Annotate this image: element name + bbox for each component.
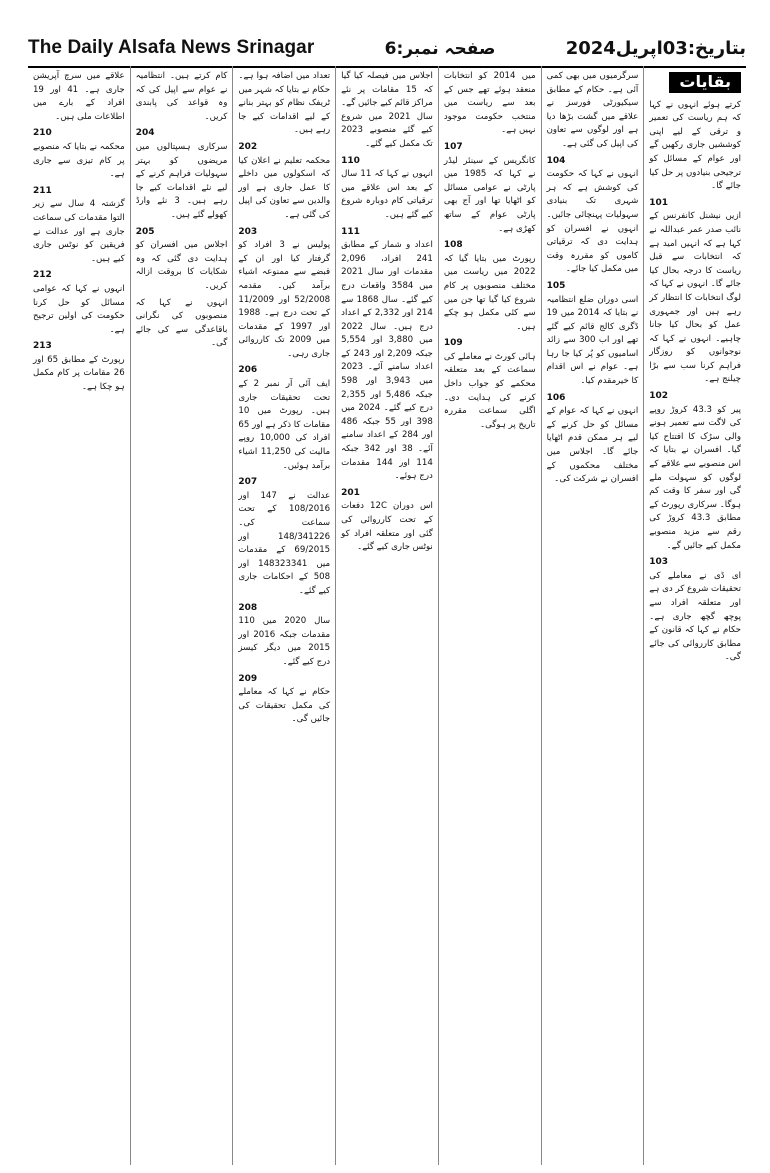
continuation-ref: 211 — [32, 185, 52, 196]
article-text: اجلاس میں افسران کو ہدایت دی گئی کہ وہ شکایات کا بروقت ازالہ کریں۔ — [135, 240, 228, 291]
continuation-ref: 106 — [546, 392, 566, 403]
continuation-ref: 201 — [341, 487, 360, 498]
continuation-ref: 212 — [32, 270, 52, 281]
section-label: بقایات — [669, 72, 741, 93]
article-column — [541, 66, 644, 1165]
article-text: اس دوران 12C دفعات کے تحت کارروائی کی گئی اور متعلقہ افراد کو نوٹس جاری کیے گئے۔ — [341, 501, 433, 553]
dateline: بتاریخ:03اپریل2024 — [565, 37, 746, 59]
continuation-ref: 209 — [238, 673, 258, 684]
article-text: رپورٹ میں بتایا گیا کہ 2022 میں ریاست میں مختلف منصوبوں پر کام شروع کیا گیا تھا جن میں سے کئی مکمل ہو چکے ہیں۔ — [443, 253, 536, 332]
article-text: تعداد میں اضافہ ہوا ہے۔ حکام نے بتایا کہ شہر میں ٹریفک نظام کو بہتر بنانے کے لیے اقدامات کیے جا رہے ہیں۔ — [238, 71, 331, 136]
continuation-ref: 111 — [341, 226, 360, 237]
article-column — [130, 66, 233, 1165]
continuation-ref: 205 — [135, 226, 155, 237]
continuation-ref: 202 — [238, 141, 258, 152]
article-text: سال 2020 میں 110 مقدمات جبکہ 2016 اور 2015 میں دیگر کیسز درج کیے گئے۔ — [238, 616, 331, 667]
article-text: گزشتہ 4 سال سے زیر التوا مقدمات کی سماعت جاری ہے اور عدالت نے فریقین کو نوٹس جاری کیے ہیں۔ — [32, 199, 125, 264]
continuation-ref: 203 — [238, 226, 258, 237]
continuation-ref: 102 — [649, 391, 669, 402]
article-text: کام کرتے ہیں۔ انتظامیہ نے عوام سے اپیل کی کہ وہ قواعد کی پابندی کریں۔ — [135, 71, 228, 122]
article-text: میں 2014 کو انتخابات منعقد ہوئے تھے جس کے بعد سے ریاست میں منتخب حکومت موجود نہیں ہے۔ — [443, 71, 536, 136]
article-text: پیر کو 43.3 کروڑ روپے کی لاگت سے تعمیر ہونے والی سڑک کا افتتاح کیا گیا۔ افسران نے بتایا کہ اس منصوبے سے علاقے کے لوگوں کو سہولت ملے گی اور سفر کا وقت کم ہوگا۔ سرکاری رپورٹ کے مطابق 43.3 کروڑ کی رقم سے مزید منصوبے مکمل کیے جائیں گے۔ — [649, 404, 742, 551]
article-text: علاقے میں سرچ آپریشن جاری ہے۔ 41 اور 19 افراد کے بارے میں اطلاعات ملی ہیں۔ — [32, 71, 125, 122]
article-text: انہوں نے کہا کہ منصوبوں کی نگرانی باقاعدگی سے کی جائے گی۔ — [135, 297, 228, 349]
continuation-ref: 206 — [238, 365, 258, 376]
article-text: حکام نے کہا کہ معاملے کی مکمل تحقیقات کی جائیں گی۔ — [238, 687, 331, 725]
continuation-ref: 103 — [649, 557, 669, 568]
article-text: انہوں نے کہا کہ عوامی مسائل کو حل کرنا حکومت کی اولین ترجیح ہے۔ — [32, 283, 125, 335]
article-text: اجلاس میں فیصلہ کیا گیا کہ 15 مقامات پر نئے مراکز قائم کیے جائیں گے۔ سال 2021 میں شروع کیے گئے منصوبے 2023 تک مکمل کیے گئے۔ — [341, 71, 433, 149]
article-column — [438, 66, 541, 1165]
article-text: سرکاری ہسپتالوں میں مریضوں کو بہتر سہولیات فراہم کرنے کے لیے نئے اقدامات کیے جا رہے ہیں۔ 3 نئے وارڈ کھولے گئے ہیں۔ — [135, 141, 228, 220]
article-text: اعداد و شمار کے مطابق 241 افراد، 2,096 مقدمات اور سال 2021 میں 3584 واقعات درج کیے گئے۔ سال 1868 سے 214 اور 2,332 کے اعداد درج ہیں۔ سال 2022 میں 3,880 اور 5,554 جبکہ 2,209 اور 243 کے اعداد سامنے آئے۔ 2023 میں 3,943 اور 598 جبکہ 5,486 اور 2,355 درج کیے گئے۔ 2024 میں 398 اور 55 جبکہ 486 اور 284 کے اعداد سامنے آئے۔ 38 اور 342 جبکہ 114 اور 144 مقدمات درج ہوئے۔ — [341, 240, 433, 482]
article-text: پولیس نے 3 افراد کو گرفتار کیا اور ان کے قبضے سے ممنوعہ اشیاء برآمد کیں۔ مقدمہ 52/2008 اور 11/2009 کے تحت درج ہے۔ 1988 اور 1997 کے مقدمات میں 2009 تک کارروائی جاری رہی۔ — [238, 240, 331, 359]
article-text: ایف آئی آر نمبر 2 کے تحت تحقیقات جاری ہیں۔ رپورٹ میں 10 مقامات کا ذکر ہے اور 65 افراد کی 10,000 روپے مالیت کی 11,250 اشیاء برآمد ہوئیں۔ — [238, 379, 331, 471]
article-text: ازیں نیشنل کانفرنس کے نائب صدر عمر عبداللہ نے کہا ہے کہ انہیں امید ہے کہ انتخابات سے قبل ریاست کا درجہ بحال کیا جائے گا۔ انہوں نے کہا کہ لوگ انتخابات کا انتظار کر رہے ہیں اور جمہوری عمل کو بحال کیا جانا چاہیے۔ انہوں نے کہا کہ نوجوانوں کو روزگار فراہم کرنا سب سے بڑا چیلنج ہے۔ — [649, 211, 741, 385]
continuation-ref: 110 — [341, 155, 360, 166]
continuation-ref: 208 — [238, 602, 258, 613]
page-number: صفحہ نمبر:6 — [384, 38, 496, 59]
article-text: محکمہ نے بتایا کہ منصوبے پر کام تیزی سے جاری ہے۔ — [32, 141, 125, 180]
article-text: کرتے ہوئے انہوں نے کہا کہ ہم ریاست کی تعمیر و ترقی کے لیے اپنی کوششیں جاری رکھیں گے اور عوام کے مسائل کو ترجیحی بنیادوں پر حل کیا جائے گا۔ — [649, 99, 741, 192]
continuation-ref: 107 — [443, 141, 463, 152]
article-text: انہوں نے کہا کہ عوام کے مسائل کو حل کرنے کے لیے ہر ممکن قدم اٹھایا جائے گا۔ اجلاس میں مختلف محکموں کے افسران نے شرکت کی۔ — [546, 406, 639, 485]
article-column — [232, 66, 335, 1165]
article-text: ای ڈی نے معاملے کی تحقیقات شروع کر دی ہے اور متعلقہ افراد سے پوچھ گچھ جاری ہے۔ حکام نے کہا کہ قانون کے مطابق کارروائی کی جائے گی۔ — [649, 570, 741, 663]
article-text: انہوں نے کہا کہ 11 سال کے بعد اس علاقے میں ترقیاتی کام دوبارہ شروع کیے گئے ہیں۔ — [341, 169, 433, 220]
continuation-ref: 101 — [649, 197, 669, 208]
continuation-ref: 105 — [546, 280, 566, 291]
continuation-ref: 204 — [135, 128, 155, 139]
continuation-ref: 213 — [32, 341, 52, 352]
newspaper-title: The Daily Alsafa News Srinagar — [28, 37, 315, 58]
article-text: سرگرمیوں میں بھی کمی آئی ہے۔ حکام کے مطابق سیکیورٹی فورسز نے علاقے میں گشت بڑھا دیا ہے اور لوگوں سے تعاون کی اپیل کی گئی ہے۔ — [546, 71, 639, 149]
article-text: انہوں نے کہا کہ حکومت کی کوشش ہے کہ ہر شہری تک بنیادی سہولیات پہنچائی جائیں۔ انہوں نے افسران کو ہدایت دی کہ ترقیاتی کاموں کو مقررہ وقت میں مکمل کیا جائے۔ — [546, 169, 639, 275]
article-column — [643, 66, 746, 1165]
article-text: عدالت نے 147 اور 108/2016 کے تحت سماعت کی۔ 148/341226 اور 69/2015 کے مقدمات میں 148323341 اور 508 کے احکامات جاری کیے گئے۔ — [238, 490, 331, 596]
article-text: رپورٹ کے مطابق 65 اور 26 مقامات پر کام مکمل ہو چکا ہے۔ — [32, 354, 125, 393]
continuation-ref: 108 — [443, 240, 463, 251]
article-column — [335, 66, 438, 1165]
continuation-ref: 207 — [238, 477, 258, 488]
continuation-ref: 210 — [32, 128, 52, 139]
continuation-ref: 109 — [443, 338, 463, 349]
article-text: کانگریس کے سینئر لیڈر نے کہا کہ 1985 میں پارٹی نے عوامی مسائل کو اٹھایا تھا اور آج بھی پارٹی عوام کے ساتھ کھڑی ہے۔ — [443, 155, 536, 234]
article-text: محکمہ تعلیم نے اعلان کیا کہ اسکولوں میں داخلے کا عمل جاری ہے اور والدین سے تعاون کی اپیل کی گئی ہے۔ — [238, 155, 331, 220]
continuation-ref: 104 — [546, 155, 566, 166]
article-column — [28, 66, 130, 1165]
masthead — [28, 30, 746, 68]
article-text: ہائی کورٹ نے معاملے کی سماعت کے بعد متعلقہ محکمے کو جواب داخل کرنے کی ہدایت دی۔ اگلی سماعت مقررہ تاریخ پر ہوگی۔ — [443, 351, 536, 430]
article-text: اسی دوران ضلع انتظامیہ نے بتایا کہ 2014 میں 19 ڈگری کالج قائم کیے گئے تھے اور اب 300 سے زائد اسامیوں کو پُر کیا جا رہا ہے۔ عوام نے اس اقدام کا خیرمقدم کیا۔ — [546, 294, 639, 387]
article-columns — [28, 66, 746, 1165]
